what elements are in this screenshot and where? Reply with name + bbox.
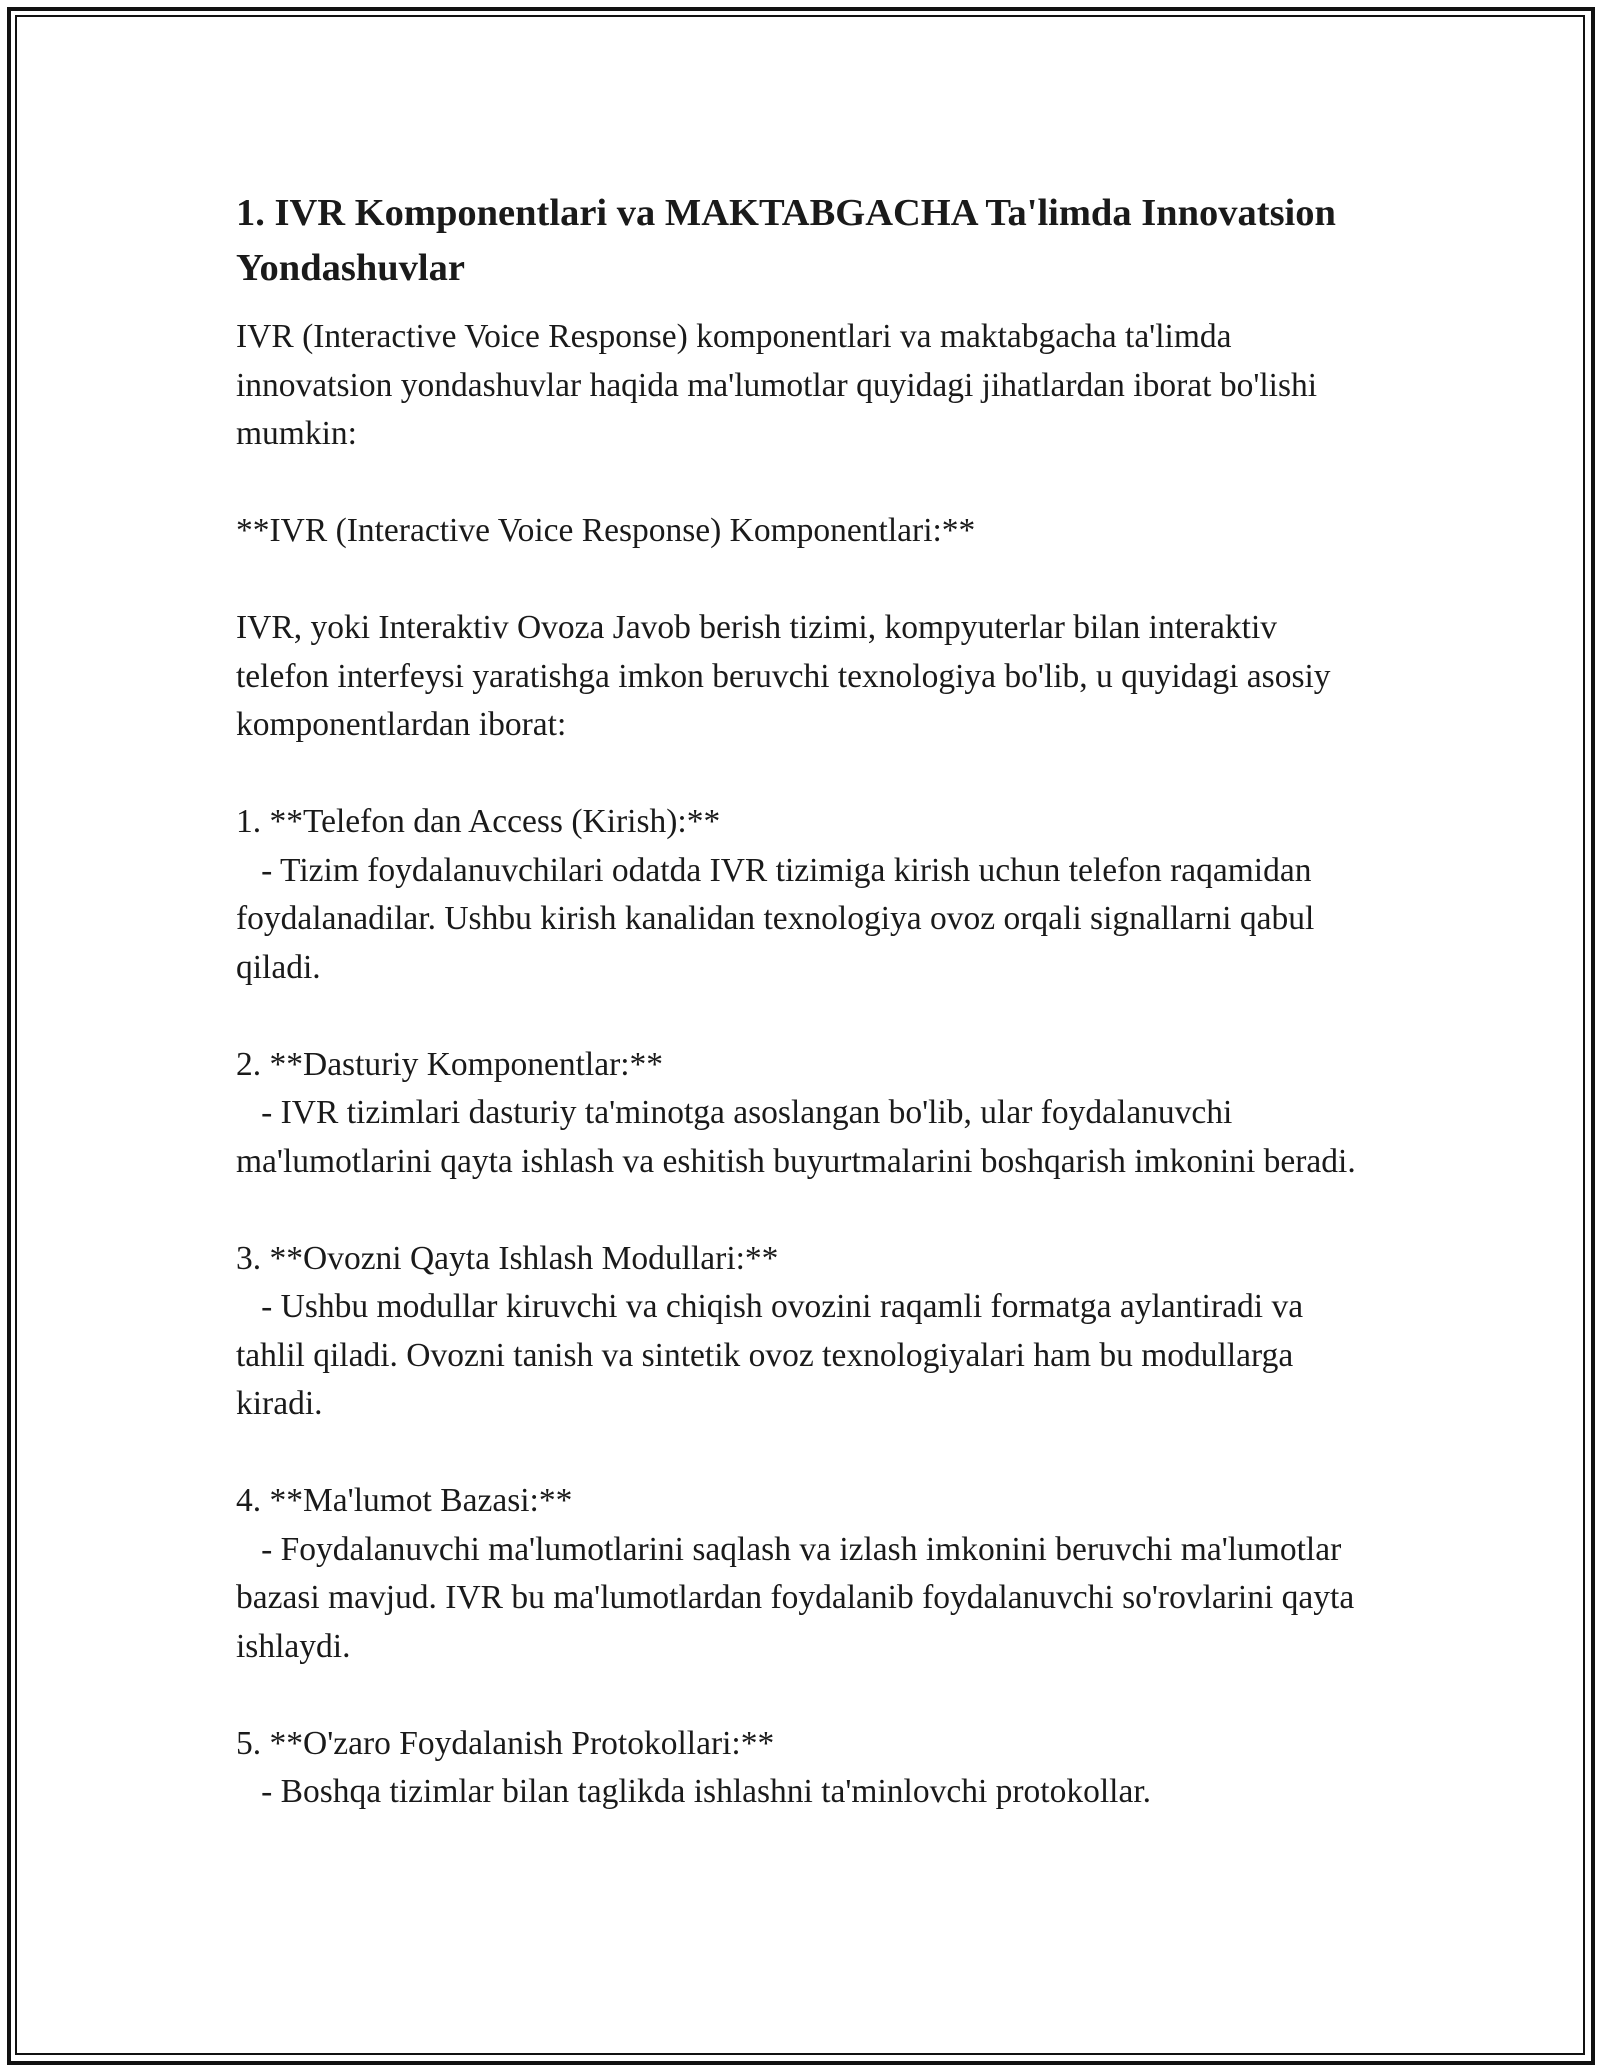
list-item: [236, 1720, 1376, 1817]
list-item-heading: 2. **Dasturiy Komponentlar:**: [236, 1045, 664, 1083]
list-item: [236, 1477, 1376, 1671]
spacer: [236, 1186, 1376, 1235]
spacer: [236, 750, 1376, 799]
list-item-description: [236, 1089, 1376, 1186]
list-item-description: [236, 1526, 1376, 1672]
list-item-description-text: - Boshqa tizimlar bilan taglikda ishlashni ta'minlovchi protokollar.: [261, 1773, 1152, 1810]
list-item: [236, 1041, 1376, 1187]
list-item-heading: 1. **Telefon dan Access (Kirish):**: [236, 803, 721, 840]
section-heading: **IVR (Interactive Voice Response) Komponentlari:**: [236, 512, 976, 549]
section-intro-paragraph: IVR, yoki Interaktiv Ovoza Javob berish tizimi, kompyuterlar bilan interaktiv telefon interfeysi yaratishga imkon beruvchi texnologiya bo'lib, u quyidagi asosiy komponentlardan iborat:: [236, 609, 1339, 743]
spacer: [236, 1671, 1376, 1720]
list-item-description-text: - Ushbu modullar kiruvchi va chiqish ovozini raqamli formatga aylantiradi va tahlil qiladi. Ovozni tanish va sintetik ovoz texnologiyalari ham bu modullarga kiradi.: [236, 1288, 1304, 1422]
list-item-description-text: - Foydalanuvchi ma'lumotlarini saqlash va izlash imkonini beruvchi ma'lumotlar bazasi mavjud. IVR bu ma'lumotlardan foydalanib foydalanuvchi so'rovlarini qayta ishlaydi.: [236, 1530, 1355, 1665]
spacer: [236, 992, 1376, 1041]
intro-paragraph: IVR (Interactive Voice Response) komponentlari va maktabgacha ta'limda innovatsion yondashuvlar haqida ma'lumotlar quyidagi jihatlardan iborat bo'lishi mumkin:: [236, 318, 1326, 452]
list-item-description: [236, 1768, 1376, 1817]
document-title: 1. IVR Komponentlari va MAKTABGACHA Ta'limda Innovatsion Yondashuvlar: [236, 192, 1336, 289]
spacer: [236, 459, 1376, 508]
list-item: [236, 1235, 1376, 1429]
list-item: [236, 798, 1376, 992]
list-item-description-text: - IVR tizimlari dasturiy ta'minotga asoslangan bo'lib, ular foydalanuvchi ma'lumotlarini qayta ishlash va eshitish buyurtmalarini boshqarish imkonini beradi.: [236, 1094, 1356, 1180]
list-item-description: [236, 1283, 1376, 1429]
list-item-description: [236, 847, 1376, 993]
list-item-heading: 4. **Ma'lumot Bazasi:**: [236, 1482, 573, 1519]
list-item-description-text: - Tizim foydalanuvchilari odatda IVR tizimiga kirish uchun telefon raqamidan foydalanadilar. Ushbu kirish kanalidan texnologiya ovoz orqali signallarni qabul qiladi.: [236, 851, 1315, 986]
list-item-heading: 5. **O'zaro Foydalanish Protokollari:**: [236, 1724, 775, 1762]
document-body: [236, 186, 1376, 1817]
spacer: [236, 556, 1376, 605]
spacer: [236, 1429, 1376, 1478]
list-item-heading: 3. **Ovozni Qayta Ishlash Modullari:**: [236, 1239, 779, 1277]
